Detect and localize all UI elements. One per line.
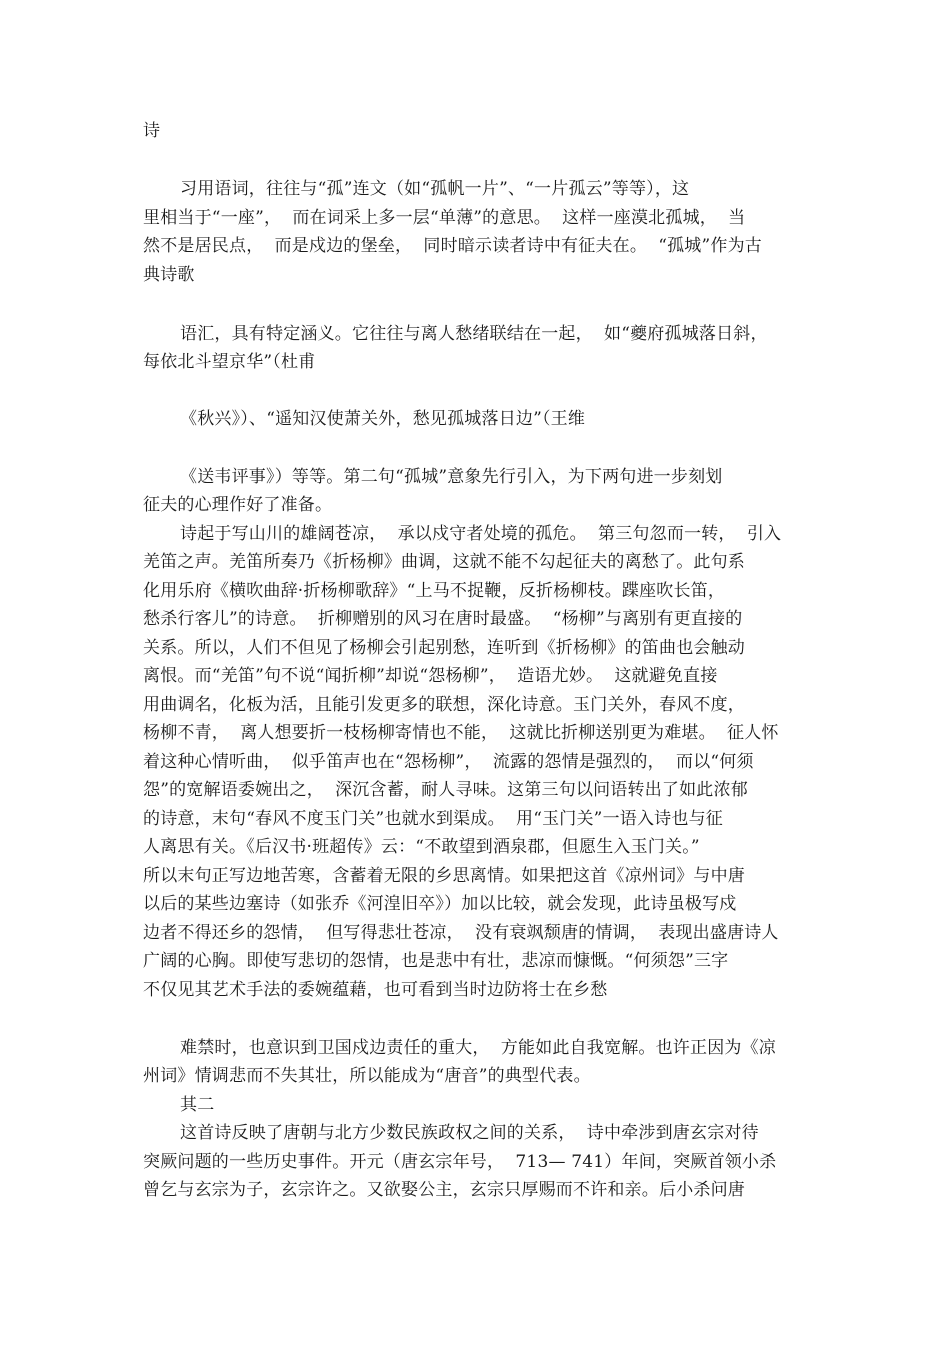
text-line: 关系。所以，人们不但见了杨柳会引起别愁，连听到《折杨柳》的笛曲也会触动 [143, 638, 745, 658]
text-line: 怨”的宽解语委婉出之， 深沉含蓄，耐人寻味。这第三句以问语转出了如此浓郁 [143, 780, 748, 800]
text-line: 以后的某些边塞诗（如张乔《河湟旧卒》）加以比较，就会发现，此诗虽极写戍 [143, 894, 737, 914]
text-line: 的诗意，末句“春风不度玉门关”也就水到渠成。 用“玉门关”一语入诗也与征 [143, 809, 723, 829]
text-line: 征夫的心理作好了准备。 [143, 495, 333, 515]
text-line: 语汇，具有特定涵义。它往往与离人愁绪联结在一起， 如“夔府孤城落日斜， [180, 324, 768, 344]
text-line: 不仅见其艺术手法的委婉蕴藉，也可看到当时边防将士在乡愁 [143, 980, 608, 1000]
text-line: 曾乞与玄宗为子，玄宗许之。又欲娶公主，玄宗只厚赐而不许和亲。后小杀问唐 [143, 1180, 745, 1200]
text-line: 这首诗反映了唐朝与北方少数民族政权之间的关系， 诗中牵涉到唐玄宗对待 [180, 1123, 759, 1143]
text-line: 愁杀行客儿”的诗意。 折柳赠别的风习在唐时最盛。 “杨柳”与离别有更直接的 [143, 609, 743, 629]
text-line: 难禁时，也意识到卫国戍边责任的重大， 方能如此自我宽解。也许正因为《凉 [180, 1038, 777, 1058]
text-line: 州词》情调悲而不失其壮，所以能成为“唐音”的典型代表。 [143, 1066, 591, 1086]
text-line: 《送韦评事》）等等。第二句“孤城”意象先行引入，为下两句进一步刻划 [180, 467, 723, 487]
text-line: 着这种心情听曲， 似乎笛声也在“怨杨柳”， 流露的怨情是强烈的， 而以“何须 [143, 752, 754, 772]
section-heading: 其二 [180, 1095, 215, 1115]
text-line: 然不是居民点， 而是戍边的堡垒， 同时暗示读者诗中有征夫在。 “孤城”作为古 [143, 236, 763, 256]
text-line: 里相当于“一座”， 而在词采上多一层“单薄”的意思。 这样一座漠北孤城， 当 [143, 208, 746, 228]
text-line: 离恨。而“羌笛”句不说“闻折柳”却说“怨杨柳”， 造语尤妙。 这就避免直接 [143, 666, 718, 686]
text-line: 边者不得还乡的怨情， 但写得悲壮苍凉， 没有衰飒颓唐的情调， 表现出盛唐诗人 [143, 923, 779, 943]
text-line: 典诗歌 [143, 265, 195, 285]
text-line: 习用语词，往往与“孤”连文（如“孤帆一片”、“一片孤云”等等），这 [180, 179, 690, 199]
text-line: 《秋兴》）、“遥知汉使萧关外，愁见孤城落日边”（王维 [180, 409, 586, 429]
text-line: 诗起于写山川的雄阔苍凉， 承以戍守者处境的孤危。 第三句忽而一转， 引入 [180, 524, 782, 544]
text-line: 杨柳不青， 离人想要折一枝杨柳寄情也不能， 这就比折柳送别更为难堪。 征人怀 [143, 723, 779, 743]
text-line: 用曲调名，化板为活，且能引发更多的联想，深化诗意。玉门关外，春风不度， [143, 695, 745, 715]
text-line: 广阔的心胸。即使写悲切的怨情，也是悲中有壮，悲凉而慷慨。“何须怨”三字 [143, 951, 729, 971]
text-line: 人离思有关。《后汉书·班超传》云：“不敢望到酒泉郡，但愿生入玉门关。” [143, 837, 700, 857]
text-line: 诗 [143, 121, 161, 141]
text-line: 突厥问题的一些历史事件。开元（唐玄宗年号， 713— 741）年间，突厥首领小杀 [143, 1152, 777, 1172]
text-line: 羌笛之声。羌笛所奏乃《折杨柳》曲调，这就不能不勾起征夫的离愁了。此句系 [143, 552, 745, 572]
text-line: 所以末句正写边地苦寒，含蓄着无限的乡思离情。如果把这首《凉州词》与中唐 [143, 866, 745, 886]
text-line: 每依北斗望京华”（杜甫 [143, 352, 316, 372]
text-line: 化用乐府《横吹曲辞·折杨柳歌辞》“上马不捉鞭，反折杨柳枝。蹀座吹长笛， [143, 581, 726, 601]
